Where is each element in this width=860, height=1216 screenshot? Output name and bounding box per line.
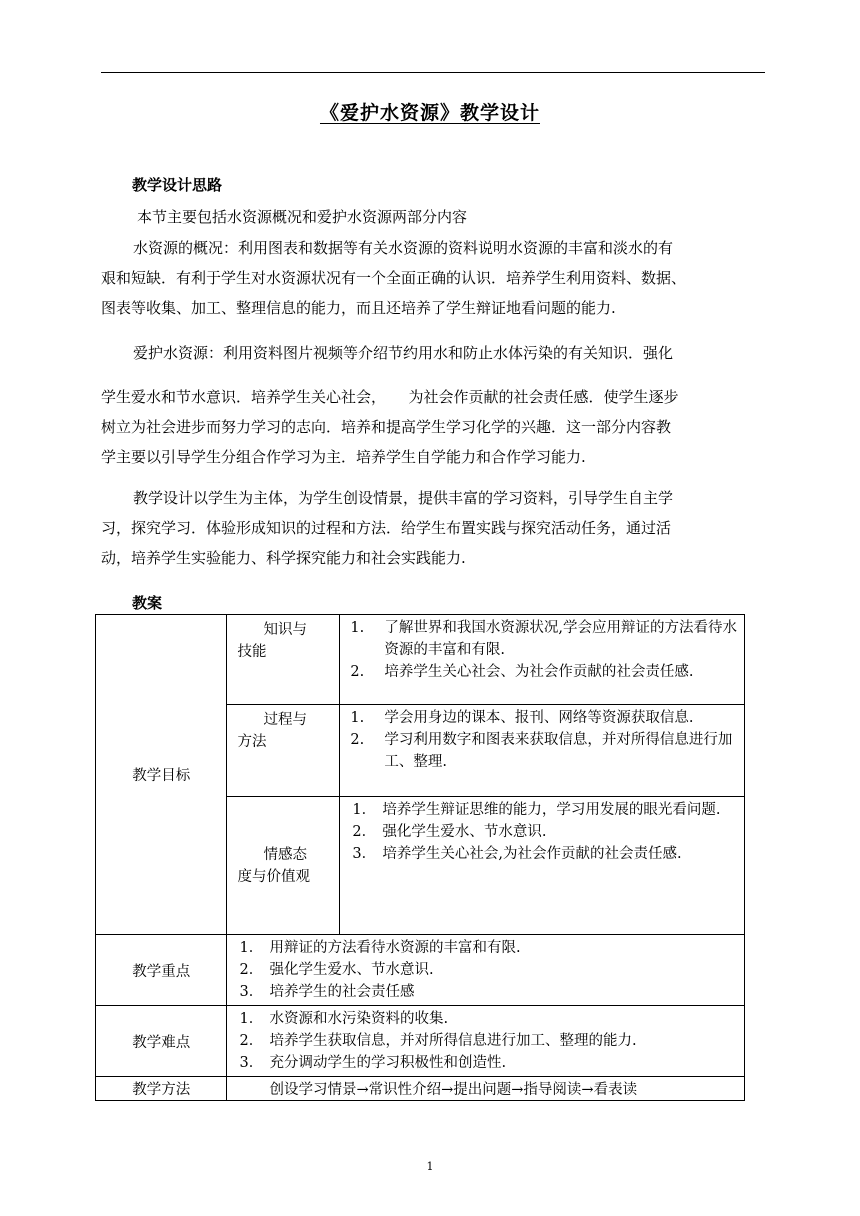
list-item: 3． 充分调动学生的学习积极性和创造性. bbox=[239, 1055, 507, 1071]
key-points-label: 教学重点 bbox=[96, 935, 227, 1006]
list-item: 3． 培养学生的社会责任感 bbox=[239, 984, 415, 1000]
list-item: 2. 培养学生关心社会、为社会作贡献的社会责任感. bbox=[350, 664, 694, 680]
table-row bbox=[96, 1006, 745, 1077]
difficult-points-label: 教学难点 bbox=[96, 1006, 227, 1077]
section-heading-design-idea: 教学设计思路 bbox=[132, 176, 223, 194]
difficult-points-items bbox=[227, 1006, 745, 1077]
method-label: 教学方法 bbox=[96, 1077, 227, 1101]
goal-items bbox=[340, 615, 745, 705]
para2-line: 学主要以引导学生分组合作学习为主．培养学生自学能力和合作学习能力. bbox=[101, 448, 586, 466]
paragraph-water-overview bbox=[101, 233, 765, 323]
para2-line: 学生爱水和节水意识．培养学生关心社会， 为社会作贡献的社会责任感．使学生逐步 bbox=[101, 388, 679, 406]
list-item: 2． 培养学生获取信息，并对所得信息进行加工、整理的能力. bbox=[239, 1033, 637, 1049]
list-item: 2． 强化学生爱水、节水意识. bbox=[239, 962, 434, 978]
goal-items bbox=[340, 705, 745, 797]
para1-line: 艰和短缺．有利于学生对水资源状况有一个全面正确的认识．培养学生利用资料、数据、 bbox=[101, 269, 687, 287]
list-item: 1． 培养学生辩证思维的能力，学习用发展的眼光看问题. bbox=[352, 802, 721, 818]
para2-line: 树立为社会进步而努力学习的志向．培养和提高学生学习化学的兴趣．这一部分内容教 bbox=[101, 418, 672, 436]
para1-line: 图表等收集、加工、整理信息的能力，而且还培养了学生辩证地看问题的能力. bbox=[101, 299, 616, 317]
header-rule bbox=[101, 72, 765, 73]
list-item: 2． 强化学生爱水、节水意识. bbox=[352, 824, 547, 840]
document-title: 《爱护水资源》教学设计 bbox=[319, 102, 540, 124]
goal-category: 过程与 方法 bbox=[227, 705, 340, 797]
para3-line: 教学设计以学生为主体，为学生创设情景，提供丰富的学习资料，引导学生自主学 bbox=[133, 489, 674, 507]
paragraph-design-approach bbox=[101, 483, 765, 573]
table-row bbox=[96, 935, 745, 1006]
goal-category: 知识与 技能 bbox=[227, 615, 340, 705]
para3-line: 习，探究学习．体验形成知识的过程和方法．给学生布置实践与探究活动任务，通过活 bbox=[101, 519, 672, 537]
section-heading-lesson-plan: 教案 bbox=[132, 594, 163, 612]
goal-items bbox=[340, 797, 745, 935]
method-text: 创设学习情景→常识性介绍→提出问题→指导阅读→看表读 bbox=[227, 1077, 745, 1101]
para1-line: 水资源的概况：利用图表和数据等有关水资源的资料说明水资源的丰富和淡水的有 bbox=[133, 239, 674, 257]
page-number: 1 bbox=[426, 1160, 434, 1173]
intro-paragraph: 本节主要包括水资源概况和爱护水资源两部分内容 bbox=[137, 208, 468, 226]
para2-line: 爱护水资源：利用资料图片视频等介绍节约用水和防止水体污染的有关知识．强化 bbox=[133, 344, 674, 362]
goal-category: 情感态 度与价值观 bbox=[227, 797, 340, 935]
list-item: 1. 学会用身边的课本、报刊、网络等资源获取信息. bbox=[350, 710, 694, 726]
lesson-plan-table bbox=[95, 614, 745, 1101]
goals-label: 教学目标 bbox=[96, 615, 227, 935]
para3-line: 动，培养学生实验能力、科学探究能力和社会实践能力. bbox=[101, 549, 466, 567]
key-points-items bbox=[227, 935, 745, 1006]
list-item: 1. 了解世界和我国水资源状况,学会应用辩证的方法看待水资源的丰富和有限. bbox=[350, 620, 737, 658]
list-item: 1． 用辩证的方法看待水资源的丰富和有限. bbox=[239, 940, 521, 956]
list-item: 1． 水资源和水污染资料的收集. bbox=[239, 1011, 449, 1027]
table-row bbox=[96, 1077, 745, 1101]
list-item: 2. 学习利用数字和图表来获取信息，并对所得信息进行加工、整理. bbox=[350, 732, 733, 770]
paragraph-protect-water bbox=[101, 338, 765, 472]
table-row bbox=[96, 615, 745, 705]
list-item: 3． 培养学生关心社会,为社会作贡献的社会责任感. bbox=[352, 846, 682, 862]
